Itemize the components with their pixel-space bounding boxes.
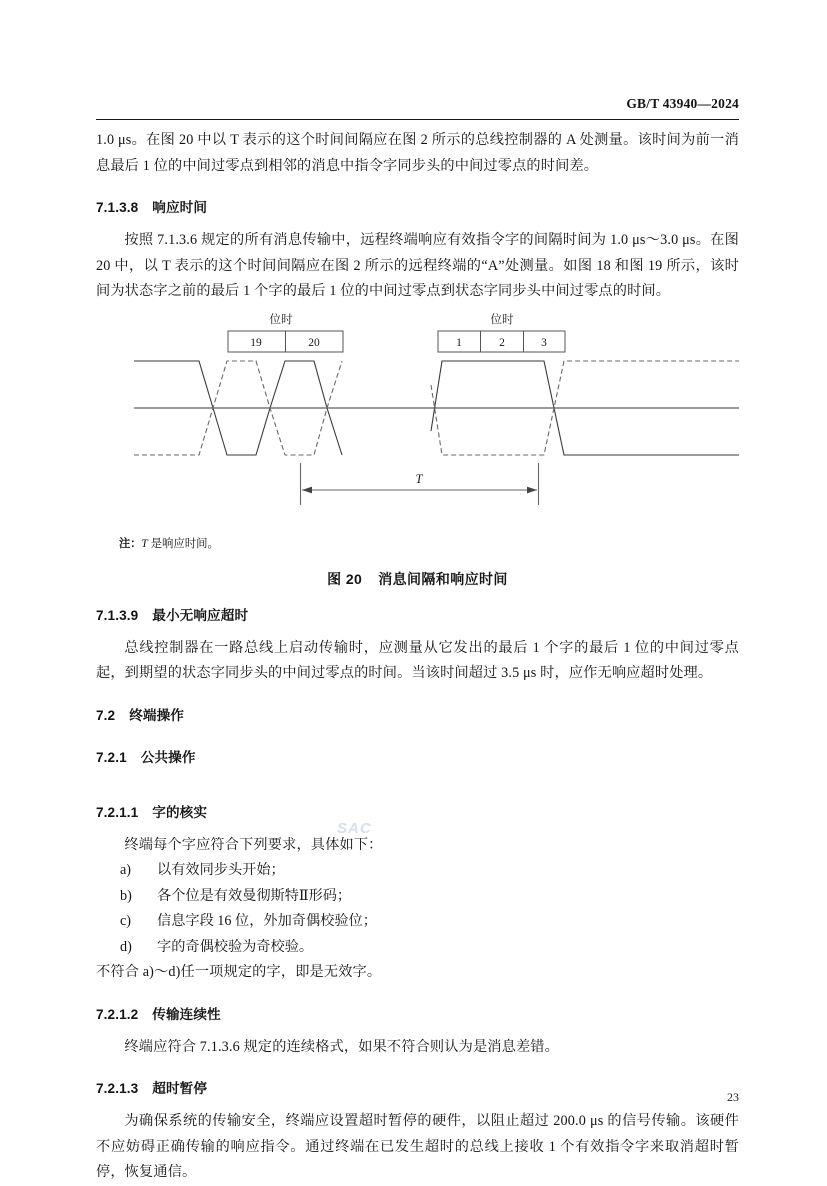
heading-7-2-1-2 <box>96 1004 739 1026</box>
page-content <box>96 128 739 1186</box>
clause-number: 7.2 <box>96 707 116 723</box>
list-item-text: 各个位是有效曼彻斯特Ⅱ形码； <box>157 887 352 904</box>
bit-cell-label: 2 <box>499 336 505 349</box>
arrowhead-left <box>302 486 312 493</box>
paragraph-7-2-1-2: 终端应符合 7.1.3.6 规定的连续格式，如果不符合则认为是消息差错。 <box>124 1038 559 1055</box>
clause-title: 超时暂停 <box>152 1081 208 1096</box>
figure-note <box>119 537 219 552</box>
bit-cell-label: 19 <box>250 336 262 349</box>
list-item <box>96 858 739 884</box>
clause-title: 终端操作 <box>129 707 184 723</box>
spacer <box>96 986 739 1004</box>
spacer <box>96 179 739 197</box>
figure-caption <box>96 569 739 589</box>
sac-watermark: SAC <box>337 820 372 837</box>
paragraph-7-1-3-9: 总线控制器在一路总线上启动传输时，应测量从它发出的最后 1 个字的最后 1 位的中间过零点起，到期望的状态字同步头的中间过零点的时间。当该时间超过 3.5 μs 时，应作无响应超时处理。 <box>96 639 739 681</box>
list-marker: d) <box>120 938 132 955</box>
list-item-text: 信息字段 16 位，外加奇偶校验位； <box>157 913 377 929</box>
bit-time-label-left: 位时 <box>269 312 293 326</box>
spacer <box>96 687 739 705</box>
spacer <box>96 627 739 636</box>
list-item-text: 字的奇偶校验为奇校验。 <box>157 938 314 955</box>
arrowhead-right <box>527 486 537 493</box>
heading-7-2-1-3 <box>96 1078 739 1100</box>
spacer <box>96 769 739 802</box>
heading-7-2 <box>96 705 739 727</box>
figure-caption-title: 消息间隔和响应时间 <box>378 570 508 587</box>
bit-time-label-right: 位时 <box>490 312 514 326</box>
paragraph-continuation: 1.0 μs。在图 20 中以 T 表示的这个时间间隔应在图 2 所示的总线控制器的 A 处测量。该时间为前一消息最后 1 位的中间过零点到相邻的消息中指令字同步头的中间过零点的时间差。 <box>96 132 739 174</box>
heading-7-2-1-1 <box>96 802 739 824</box>
clause-title: 公共操作 <box>140 749 196 765</box>
paragraph-7-2-1-3: 为确保系统的传输安全，终端应设置超时暂停的硬件，以阻止超过 200.0 μs 的信号传输。该硬件不应妨碍正确传输的响应指令。通过终端在已发生超时的总线上接收 1 个有效指令字来取消超时暂停，恢复通信。 <box>96 1113 739 1180</box>
bit-cell-group-left <box>228 331 343 352</box>
list-item <box>96 909 739 935</box>
page-number: 23 <box>727 1090 739 1104</box>
list-marker: a) <box>120 862 132 878</box>
clause-number: 7.2.1 <box>96 749 127 765</box>
dimension-T <box>301 463 539 505</box>
note-prefix: 注： <box>119 537 142 550</box>
header-rule <box>96 119 739 120</box>
standard-code: GB/T 43940—2024 <box>626 96 739 111</box>
clause-number: 7.1.3.8 <box>96 200 139 215</box>
bit-cell-label: 1 <box>456 336 462 349</box>
spacer <box>96 727 739 747</box>
clause-title: 传输连续性 <box>152 1006 221 1022</box>
heading-7-1-3-8 <box>96 197 739 219</box>
note-symbol: T <box>141 537 148 550</box>
spacer <box>96 1100 739 1109</box>
list-marker: b) <box>120 887 132 904</box>
heading-7-2-1 <box>96 747 739 769</box>
spacer <box>96 219 739 228</box>
figure-20-graphic <box>96 305 739 535</box>
dimension-label: T <box>415 471 423 486</box>
clause-number: 7.2.1.3 <box>96 1081 139 1096</box>
bit-cell-group-right <box>438 331 565 352</box>
requirements-list <box>96 858 739 960</box>
list-item <box>96 884 739 910</box>
paragraph-7-2-1-1-intro: 终端每个字应符合下列要求，具体如下： <box>124 836 383 853</box>
clause-title: 最小无响应超时 <box>152 607 249 623</box>
list-item <box>96 935 739 961</box>
list-marker: c) <box>120 913 132 929</box>
heading-7-1-3-9 <box>96 605 739 627</box>
clause-number: 7.2.1.1 <box>96 804 139 820</box>
figure-20 <box>96 305 739 587</box>
figure-caption-number: 图 20 <box>327 570 363 587</box>
page-header <box>96 96 739 122</box>
bit-cell-label: 3 <box>541 336 547 349</box>
clause-number: 7.1.3.9 <box>96 607 139 623</box>
clause-number: 7.2.1.2 <box>96 1006 139 1022</box>
note-text: 是响应时间。 <box>147 537 219 550</box>
paragraph-7-1-3-8: 按照 7.1.3.6 规定的所有消息传输中，远程终端响应有效指令字的间隔时间为 1.0 μs～3.0 μs。在图 20 中，以 T 表示的这个时间间隔应在图 2 所示的远程终端的“A”处测量。如图 18 和图 19 所示，该时间为状态字之前的最后 1 个字的最后 1 位的中间过零点到状态字同步头中间过零点的时间。 <box>96 232 739 299</box>
paragraph-7-2-1-1-closing: 不符合 a)～d)任一项规定的字，即是无效字。 <box>96 964 382 980</box>
spacer <box>96 824 739 833</box>
clause-title: 响应时间 <box>152 200 208 215</box>
list-item-text: 以有效同步头开始； <box>157 862 285 878</box>
spacer <box>96 1060 739 1078</box>
bit-cell-label: 20 <box>308 336 320 349</box>
spacer <box>96 1026 739 1035</box>
clause-title: 字的核实 <box>152 804 208 820</box>
